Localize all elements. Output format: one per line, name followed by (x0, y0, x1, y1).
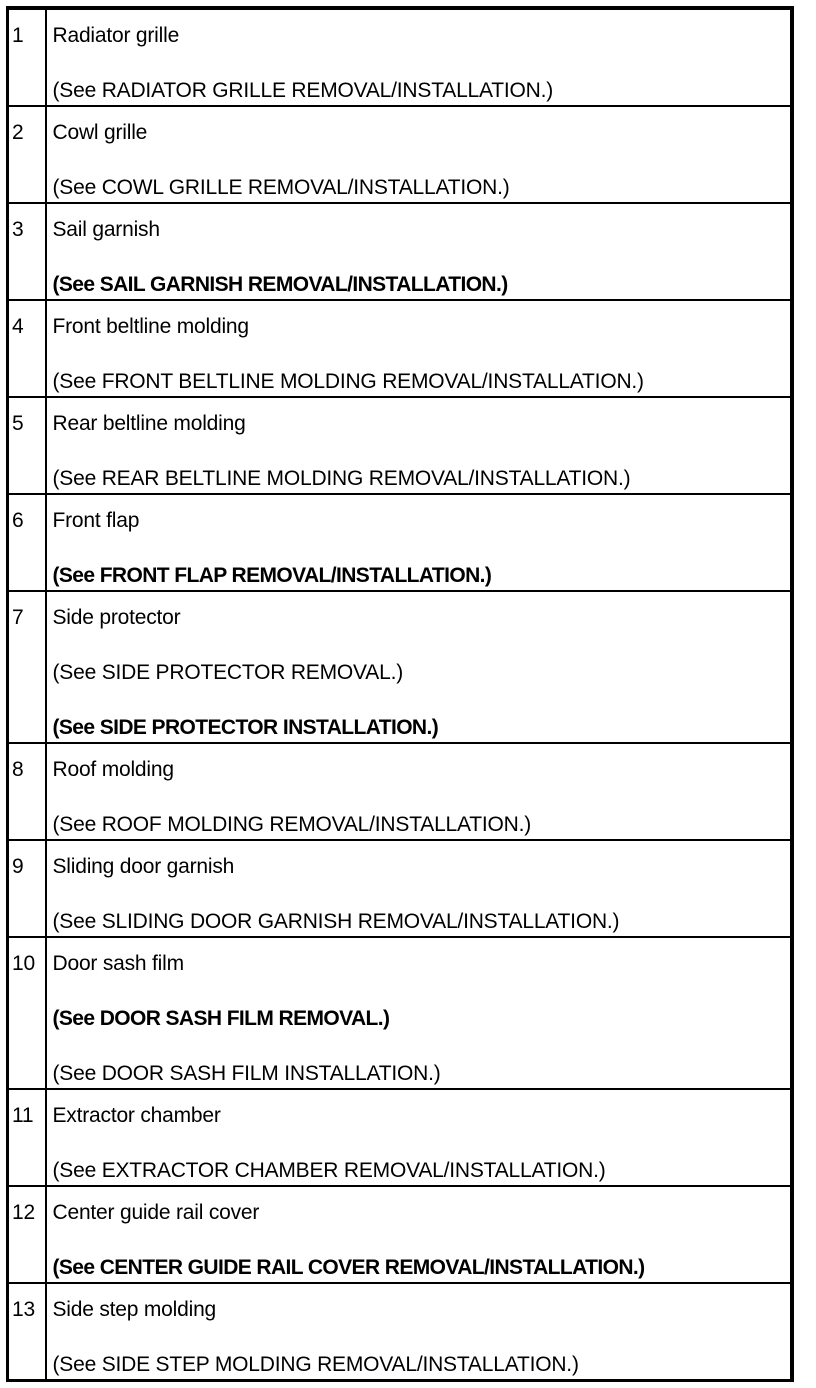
part-number: 5 (8, 397, 46, 494)
table-row (8, 1089, 793, 1186)
part-number: 12 (8, 1186, 46, 1283)
part-name: Radiator grille (52, 24, 180, 47)
part-reference-link[interactable]: (See SIDE PROTECTOR INSTALLATION.) (52, 716, 439, 739)
part-reference-link[interactable]: (See SIDE STEP MOLDING REMOVAL/INSTALLATION.) (52, 1353, 579, 1376)
part-name: Front beltline molding (52, 315, 249, 338)
part-number: 6 (8, 494, 46, 591)
table-row (8, 840, 793, 937)
part-description-cell (46, 591, 793, 743)
table-row (8, 397, 793, 494)
table-row (8, 937, 793, 1089)
table-row (8, 106, 793, 203)
part-number: 9 (8, 840, 46, 937)
part-number: 2 (8, 106, 46, 203)
part-reference-link[interactable]: (See DOOR SASH FILM INSTALLATION.) (52, 1062, 441, 1085)
part-description-cell (46, 937, 793, 1089)
part-number: 8 (8, 743, 46, 840)
part-number: 7 (8, 591, 46, 743)
table-row (8, 8, 793, 106)
table-row (8, 591, 793, 743)
part-name: Extractor chamber (52, 1104, 221, 1127)
part-name: Sliding door garnish (52, 855, 235, 878)
part-number: 3 (8, 203, 46, 300)
part-description-cell (46, 840, 793, 937)
part-description-cell (46, 300, 793, 397)
part-number: 10 (8, 937, 46, 1089)
part-reference-link[interactable]: (See FRONT FLAP REMOVAL/INSTALLATION.) (52, 564, 492, 587)
table-row (8, 494, 793, 591)
part-number: 13 (8, 1283, 46, 1381)
part-name: Cowl grille (52, 121, 148, 144)
part-number: 4 (8, 300, 46, 397)
part-description-cell (46, 743, 793, 840)
part-reference-link[interactable]: (See CENTER GUIDE RAIL COVER REMOVAL/INSTALLATION.) (52, 1256, 645, 1279)
parts-table-body (8, 8, 793, 1381)
part-reference-link[interactable]: (See SLIDING DOOR GARNISH REMOVAL/INSTALLATION.) (52, 910, 620, 933)
part-reference-link[interactable]: (See EXTRACTOR CHAMBER REMOVAL/INSTALLATION.) (52, 1159, 606, 1182)
part-description-cell (46, 1089, 793, 1186)
part-reference-link[interactable]: (See RADIATOR GRILLE REMOVAL/INSTALLATION.) (52, 79, 554, 102)
part-description-cell (46, 1283, 793, 1381)
part-description-cell (46, 8, 793, 106)
part-name: Side step molding (52, 1298, 217, 1321)
part-reference-link[interactable]: (See REAR BELTLINE MOLDING REMOVAL/INSTALLATION.) (52, 467, 631, 490)
part-name: Sail garnish (52, 218, 160, 241)
part-name: Center guide rail cover (52, 1201, 260, 1224)
part-description-cell (46, 1186, 793, 1283)
part-description-cell (46, 106, 793, 203)
part-reference-link[interactable]: (See FRONT BELTLINE MOLDING REMOVAL/INSTALLATION.) (52, 370, 644, 393)
part-reference-link[interactable]: (See DOOR SASH FILM REMOVAL.) (52, 1007, 390, 1030)
part-description-cell (46, 203, 793, 300)
part-reference-link[interactable]: (See ROOF MOLDING REMOVAL/INSTALLATION.) (52, 813, 532, 836)
table-row (8, 203, 793, 300)
table-row (8, 1186, 793, 1283)
part-description-cell (46, 397, 793, 494)
part-name: Door sash film (52, 952, 184, 975)
part-number: 11 (8, 1089, 46, 1186)
part-reference-link[interactable]: (See SAIL GARNISH REMOVAL/INSTALLATION.) (52, 273, 508, 296)
part-reference-link[interactable]: (See SIDE PROTECTOR REMOVAL.) (52, 661, 403, 684)
part-name: Front flap (52, 509, 140, 532)
part-reference-link[interactable]: (See COWL GRILLE REMOVAL/INSTALLATION.) (52, 176, 510, 199)
table-row (8, 1283, 793, 1381)
part-name: Roof molding (52, 758, 174, 781)
parts-table (6, 6, 794, 1382)
part-description-cell (46, 494, 793, 591)
table-row (8, 743, 793, 840)
table-row (8, 300, 793, 397)
part-name: Rear beltline molding (52, 412, 246, 435)
part-number: 1 (8, 8, 46, 106)
part-name: Side protector (52, 606, 181, 629)
